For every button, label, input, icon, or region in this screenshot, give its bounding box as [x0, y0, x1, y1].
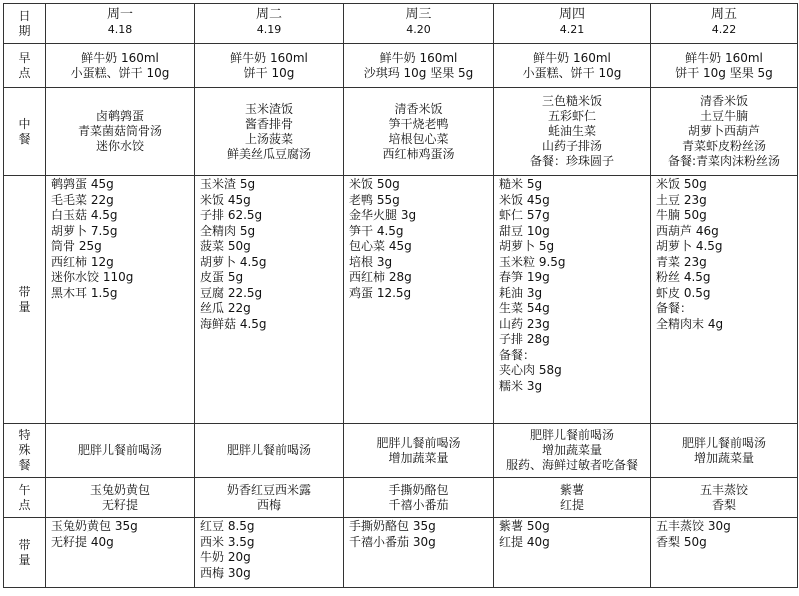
- row-label-snack-quantity: 带量: [4, 518, 46, 588]
- menu-line: 小蛋糕、饼干 10g: [70, 65, 170, 80]
- snack-quantity-cell: [195, 518, 344, 588]
- day-date: 4.19: [256, 23, 282, 36]
- row-label-breakfast: 早点: [4, 44, 46, 88]
- snack-quantity-cell: [494, 518, 651, 588]
- menu-line: 红豆 8.5g: [200, 519, 255, 533]
- row-label-date: 日期: [4, 4, 46, 44]
- menu-line: 夹心肉 58g: [499, 363, 562, 377]
- menu-line: 培根 3g: [349, 254, 393, 269]
- day-name: 周四: [558, 7, 585, 22]
- day-name: 周二: [255, 7, 282, 22]
- weekly-menu-table: [3, 3, 798, 588]
- menu-line: 青菜虾皮粉丝汤: [681, 139, 766, 153]
- menu-line: 玉米渣 5g: [200, 177, 256, 191]
- menu-line: 备餐：: [656, 301, 693, 315]
- menu-line: 西葫芦 46g: [656, 223, 719, 238]
- menu-line: 土豆 23g: [656, 192, 707, 207]
- menu-line: 手撕奶酪包 35g: [349, 519, 436, 533]
- menu-line: 老鸭 55g: [349, 192, 400, 207]
- menu-line: 鸡蛋 12.5g: [349, 285, 412, 300]
- menu-line: 子排 62.5g: [200, 208, 263, 222]
- snack-quantity-cell: [651, 518, 798, 588]
- menu-line: 玉米粒 9.5g: [499, 254, 566, 269]
- menu-line: 千禧小番茄: [388, 497, 449, 512]
- breakfast-cell: [195, 44, 344, 88]
- lunch-cell: [195, 88, 344, 176]
- snack-cell: [651, 478, 798, 518]
- day-date: 4.21: [559, 23, 585, 36]
- lunch-quantity-cell: [195, 176, 344, 424]
- menu-line: 笋干 4.5g: [349, 223, 404, 238]
- lunch-cell: [46, 88, 195, 176]
- menu-line: 紫薯: [559, 482, 584, 497]
- breakfast-row: [4, 44, 798, 88]
- menu-line: 毛毛菜 22g: [51, 192, 114, 207]
- day-header: [46, 4, 195, 44]
- special-meal-cell: [494, 424, 651, 478]
- menu-line: 饼干 10g 坚果 5g: [675, 65, 773, 80]
- menu-line: 蚝油生菜: [547, 124, 596, 138]
- menu-line: 皮蛋 5g: [200, 270, 244, 284]
- day-date: 4.18: [107, 23, 133, 36]
- day-date: 4.20: [406, 23, 431, 36]
- menu-line: 菠菜 50g: [200, 239, 251, 253]
- day-date: 4.22: [711, 23, 737, 36]
- date-row: [4, 4, 798, 44]
- menu-line: 奶香红豆西米露: [226, 482, 311, 497]
- menu-line: 白玉菇 4.5g: [51, 208, 118, 222]
- menu-line: 五丰蒸饺 30g: [656, 519, 731, 533]
- menu-line: 无籽提: [101, 497, 138, 512]
- day-header: [651, 4, 798, 44]
- menu-line: 手撕奶酪包: [388, 482, 449, 497]
- menu-line: 胡萝卜 4.5g: [656, 239, 723, 253]
- menu-line: 千禧小番茄 30g: [349, 534, 436, 549]
- menu-line: 西梅 30g: [200, 565, 251, 580]
- row-label-lunch-quantity: 带量: [4, 176, 46, 424]
- row-label-snack: 午点: [4, 478, 46, 518]
- snack-cell: [46, 478, 195, 518]
- menu-line: 胡萝卜西葫芦: [687, 124, 760, 138]
- menu-line: 饼干 10g: [243, 65, 295, 80]
- menu-line: 虾仁 57g: [499, 208, 550, 222]
- day-name: 周五: [710, 7, 737, 22]
- menu-line: 米饭 45g: [499, 192, 550, 207]
- menu-line: 糯米 3g: [499, 378, 543, 393]
- menu-line: 鲜牛奶 160ml: [81, 50, 159, 65]
- menu-line: 玉兔奶黄包: [89, 482, 150, 497]
- menu-line: 肥胖儿餐前喝汤: [77, 443, 162, 457]
- menu-line: 鲜牛奶 160ml: [230, 50, 308, 65]
- breakfast-cell: [46, 44, 195, 88]
- lunch-quantity-cell: [494, 176, 651, 424]
- lunch-quantity-cell: [46, 176, 195, 424]
- snack-cell: [344, 478, 494, 518]
- menu-line: 增加蔬菜量: [388, 450, 449, 465]
- menu-line: 海鲜菇 4.5g: [200, 316, 267, 331]
- menu-line: 肥胖儿餐前喝汤: [226, 443, 311, 457]
- menu-line: 鲜牛奶 160ml: [685, 50, 763, 65]
- menu-line: 清香米饭: [699, 94, 748, 108]
- menu-line: 子排 28g: [499, 332, 550, 346]
- menu-line: 西红柿鸡蛋汤: [382, 146, 455, 161]
- special-meal-cell: [195, 424, 344, 478]
- menu-line: 耗油 3g: [499, 285, 543, 300]
- breakfast-cell: [651, 44, 798, 88]
- menu-line: 增加蔬菜量: [693, 450, 754, 465]
- breakfast-cell: [494, 44, 651, 88]
- menu-line: 包心菜 45g: [349, 239, 412, 253]
- menu-line: 米饭 45g: [200, 192, 251, 207]
- menu-line: 清香米饭: [394, 101, 443, 116]
- snack-quantity-row: [4, 518, 798, 588]
- menu-line: 西红柿 12g: [51, 254, 114, 269]
- menu-line: 土豆牛腩: [699, 109, 748, 123]
- menu-line: 增加蔬菜量: [541, 443, 602, 457]
- menu-line: 五丰蒸饺: [699, 482, 748, 497]
- menu-line: 香梨 50g: [656, 534, 707, 549]
- menu-line: 山药 23g: [499, 316, 550, 331]
- menu-line: 西红柿 28g: [349, 270, 412, 284]
- menu-line: 生菜 54g: [499, 301, 550, 315]
- snack-quantity-cell: [344, 518, 494, 588]
- menu-line: 备餐:青菜肉沫粉丝汤: [667, 154, 781, 168]
- special-meal-cell: [344, 424, 494, 478]
- menu-line: 培根包心菜: [388, 131, 449, 146]
- lunch-quantity-cell: [651, 176, 798, 424]
- menu-line: 牛腩 50g: [656, 208, 707, 222]
- lunch-quantity-row: [4, 176, 798, 424]
- lunch-row: [4, 88, 798, 176]
- lunch-cell: [494, 88, 651, 176]
- special-meal-cell: [651, 424, 798, 478]
- lunch-quantity-cell: [344, 176, 494, 424]
- menu-line: 西米 3.5g: [200, 534, 255, 549]
- menu-line: 肥胖儿餐前喝汤: [681, 435, 766, 450]
- row-label-lunch: 中餐: [4, 88, 46, 176]
- menu-line: 糙米 5g: [499, 177, 543, 191]
- menu-line: 春笋 19g: [499, 270, 550, 284]
- menu-line: 粉丝 4.5g: [656, 270, 711, 284]
- menu-line: 紫薯 50g: [499, 519, 550, 533]
- menu-line: 胡萝卜 5g: [499, 239, 555, 253]
- menu-line: 笋干烧老鸭: [388, 116, 449, 131]
- menu-line: 胡萝卜 4.5g: [200, 254, 267, 269]
- menu-line: 青菜 23g: [656, 254, 707, 269]
- menu-line: 玉兔奶黄包 35g: [51, 519, 138, 533]
- menu-line: 鲜美丝瓜豆腐汤: [226, 146, 311, 161]
- menu-line: 牛奶 20g: [200, 550, 251, 564]
- lunch-cell: [344, 88, 494, 176]
- menu-line: 三色糙米饭: [541, 94, 602, 108]
- menu-line: 红提 40g: [499, 534, 550, 549]
- menu-line: 玉米渣饭: [244, 101, 293, 116]
- menu-line: 备餐：: [499, 347, 536, 362]
- snack-cell: [494, 478, 651, 518]
- menu-line: 沙琪玛 10g 坚果 5g: [363, 65, 474, 80]
- menu-line: 西梅: [256, 497, 281, 512]
- breakfast-cell: [344, 44, 494, 88]
- snack-quantity-cell: [46, 518, 195, 588]
- menu-line: 肥胖儿餐前喝汤: [529, 428, 614, 442]
- row-label-special: 特殊餐: [4, 424, 46, 478]
- menu-line: 胡萝卜 7.5g: [51, 223, 118, 238]
- day-header: [494, 4, 651, 44]
- snack-row: [4, 478, 798, 518]
- menu-line: 鹌鹑蛋 45g: [51, 177, 114, 191]
- special-meal-cell: [46, 424, 195, 478]
- menu-line: 金华火腿 3g: [349, 208, 417, 222]
- menu-line: 卤鹌鹑蛋: [95, 109, 144, 123]
- day-header: [344, 4, 494, 44]
- special-meal-row: [4, 424, 798, 478]
- menu-line: 迷你水饺: [95, 139, 144, 153]
- menu-line: 豆腐 22.5g: [200, 285, 263, 300]
- menu-line: 五彩虾仁: [547, 109, 596, 123]
- menu-line: 筒骨 25g: [51, 239, 102, 253]
- menu-line: 鲜牛奶 160ml: [379, 50, 458, 65]
- menu-line: 红提: [559, 497, 584, 512]
- menu-line: 备餐：珍珠圆子: [529, 154, 614, 168]
- menu-line: 全精肉末 4g: [656, 316, 724, 331]
- menu-line: 丝瓜 22g: [200, 301, 251, 315]
- menu-line: 无籽提 40g: [51, 534, 114, 549]
- menu-line: 香梨: [711, 497, 736, 512]
- menu-line: 米饭 50g: [349, 177, 400, 191]
- menu-line: 黑木耳 1.5g: [51, 285, 118, 300]
- day-name: 周一: [106, 7, 133, 22]
- menu-line: 甜豆 10g: [499, 223, 550, 238]
- menu-line: 酱香排骨: [244, 116, 293, 131]
- menu-line: 山药子排汤: [541, 139, 602, 153]
- menu-line: 服药、海鲜过敏者吃备餐: [505, 458, 638, 472]
- menu-line: 鲜牛奶 160ml: [533, 50, 611, 65]
- menu-line: 青菜菌菇筒骨汤: [77, 124, 162, 138]
- menu-line: 肥胖儿餐前喝汤: [376, 435, 461, 450]
- menu-line: 迷你水饺 110g: [51, 270, 134, 284]
- menu-line: 全精肉 5g: [200, 223, 256, 238]
- day-name: 周三: [405, 7, 432, 22]
- day-header: [195, 4, 344, 44]
- menu-line: 上汤菠菜: [244, 131, 293, 146]
- snack-cell: [195, 478, 344, 518]
- menu-line: 米饭 50g: [656, 177, 707, 191]
- menu-line: 虾皮 0.5g: [656, 285, 711, 300]
- menu-line: 小蛋糕、饼干 10g: [522, 65, 622, 80]
- lunch-cell: [651, 88, 798, 176]
